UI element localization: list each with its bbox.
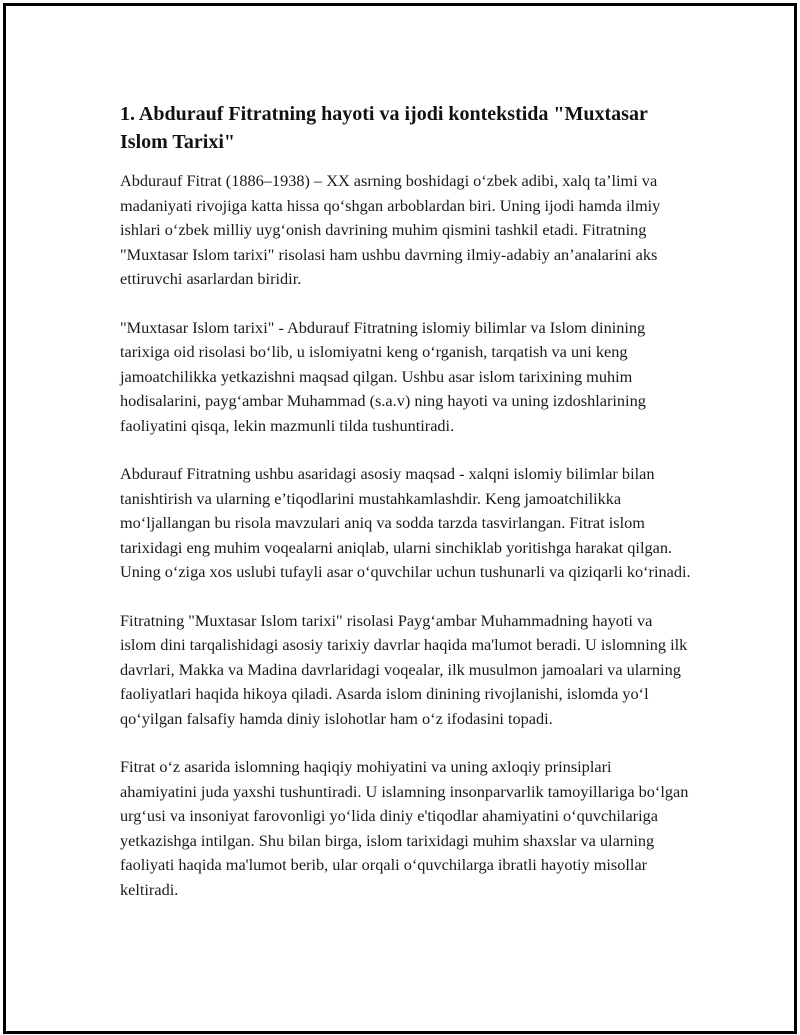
section-title: 1. Abdurauf Fitratning hayoti va ijodi kontekstida "Muxtasar Islom Tarixi": [120, 103, 648, 153]
document-body: [120, 100, 692, 926]
page-frame: [3, 3, 797, 1034]
paragraph-5: Fitrat o‘z asarida islomning haqiqiy mohiyatini va uning axloqiy prinsiplari ahamiyatini juda yaxshi tushuntiradi. U islamning insonparvarlik tamoyillariga bo‘lgan urg‘usi va insoniyat farovonligi yo‘lida diniy e'tiqodlar ahamiyatini o‘quvchilariga yetkazishga intilgan. Shu bilan birga, islom tarixidagi muhim shaxslar va ularning faoliyati haqida ma'lumot berib, ular orqali o‘quvchilarga ibratli hayotiy misollar keltiradi.: [120, 757, 689, 899]
paragraph-1: Abdurauf Fitrat (1886–1938) – XX asrning boshidagi o‘zbek adibi, xalq ta’limi va madaniyati rivojiga katta hissa qo‘shgan arboblardan biri. Uning ijodi hamda ilmiy ishlari o‘zbek milliy uyg‘onish davrining muhim qismini tashkil etadi. Fitratning "Muxtasar Islom tarixi" risolasi ham ushbu davrning ilmiy-adabiy an’analarini aks ettiruvchi asarlardan biridir.: [120, 171, 661, 288]
paragraph-3: Abdurauf Fitratning ushbu asaridagi asosiy maqsad - xalqni islomiy bilimlar bilan tanishtirish va ularning e’tiqodlarini mustahkamlashdir. Keng jamoatchilikka mo‘ljallangan bu risola mavzulari aniq va sodda tarzda tasvirlangan. Fitrat islom tarixidagi eng muhim voqealarni aniqlab, ularni sinchiklab yoritishga harakat qilgan. Uning o‘ziga xos uslubi tufayli asar o‘quvchilar uchun tushunarli va qiziqarli ko‘rinadi.: [120, 464, 691, 581]
paragraph-2: "Muxtasar Islom tarixi" - Abdurauf Fitratning islomiy bilimlar va Islom dinining tarixiga oid risolasi bo‘lib, u islomiyatni keng o‘rganish, tarqatish va uni keng jamoatchilikka yetkazishni maqsad qilgan. Ushbu asar islom tarixining muhim hodisalarini, payg‘ambar Muhammad (s.a.v) ning hayoti va uning izdoshlarining faoliyatini qisqa, lekin mazmunli tilda tushuntiradi.: [120, 317, 646, 435]
paragraph-4: Fitratning "Muxtasar Islom tarixi" risolasi Payg‘ambar Muhammadning hayoti va islom dini tarqalishidagi asosiy tarixiy davrlar haqida ma'lumot beradi. U islomning ilk davrlari, Makka va Madina davrlaridagi voqealar, ilk musulmon jamoalari va ularning faoliyatlari haqida hikoya qiladi. Asarda islom dinining rivojlanishi, islomda yo‘l qo‘yilgan falsafiy hamda diniy islohotlar ham o‘z ifodasini topadi.: [120, 610, 688, 728]
